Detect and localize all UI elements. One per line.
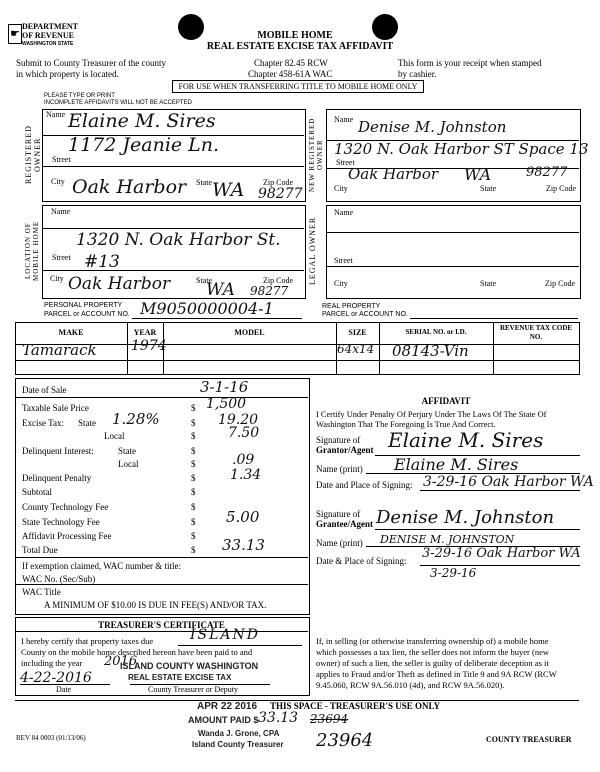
- cashier-name: Wanda J. Grone, CPA: [198, 729, 280, 738]
- loc-state-value: WA: [206, 280, 235, 300]
- lo-street-label: Street: [334, 256, 353, 265]
- lo-city-label: City: [334, 279, 348, 288]
- treasurer-date-label: Date: [56, 685, 72, 694]
- vehicle-serial-value: 08143-Vin: [392, 342, 469, 360]
- ro-zip-value: 98277: [258, 186, 303, 202]
- delinquent-penalty-value: 1.34: [230, 467, 262, 483]
- amount-paid-label: AMOUNT PAID $: [188, 715, 259, 725]
- grantor-date-place-label: Date and Place of Signing:: [316, 480, 413, 490]
- grantor-name-print: Elaine M. Sires: [394, 455, 519, 474]
- grantee-name-print-label: Name (print): [316, 538, 363, 548]
- treasurer-county-value: ISLAND: [190, 627, 261, 643]
- county-fee-dollar: $: [191, 502, 196, 512]
- treasurer-cert-1: I hereby certify that property taxes due: [21, 636, 154, 646]
- loc-line-2: [42, 270, 304, 271]
- logo-line3: WASHINGTON STATE: [22, 41, 74, 47]
- sig-grantor-label-1: Signature of: [316, 435, 361, 445]
- treasurer-year-value: 2016: [104, 654, 138, 669]
- treasurer-county-line: [178, 645, 302, 646]
- ro-street-value: 1172 Jeanie Ln.: [68, 134, 220, 156]
- ro-zip-label: Zip Code: [263, 178, 293, 187]
- receipt-text-2: by cashier.: [398, 69, 437, 79]
- county-tech-fee-label: County Technology Fee: [22, 502, 109, 512]
- nro-city-value: Oak Harbor: [348, 165, 439, 183]
- warning-3: owner) of such a lien, the seller is guilty of deliberate deception as it: [316, 658, 549, 668]
- price-dollar: $: [191, 403, 196, 413]
- date-of-sale-value: 3-1-16: [200, 378, 249, 396]
- print-note: PLEASE TYPE OR PRINT: [44, 93, 115, 99]
- logo-line1: DEPARTMENT: [22, 22, 79, 31]
- lo-line-1: [326, 232, 579, 233]
- affidavit-fee-dollar: $: [191, 531, 196, 541]
- incomplete-note: INCOMPLETE AFFIDAVITS WILL NOT BE ACCEPTED: [44, 100, 192, 106]
- taxable-price-label: Taxable Sale Price: [22, 403, 89, 413]
- nro-zip-value: 98277: [526, 165, 568, 180]
- new-owner-label: NEW REGISTERED OWNER: [308, 117, 324, 193]
- submit-text-1: Submit to County Treasurer of the county: [16, 58, 166, 68]
- total-due-value: 33.13: [222, 536, 265, 554]
- personal-parcel-label-2: PARCEL or ACCOUNT NO.: [44, 311, 130, 318]
- logo-line2: OF REVENUE: [22, 31, 74, 40]
- subtotal-dollar: $: [191, 487, 196, 497]
- excise-local-value: 7.50: [228, 425, 260, 441]
- affidavit-title: AFFIDAVIT: [421, 396, 471, 406]
- punch-hole-left: [178, 14, 204, 40]
- location-label: LOCATION OF MOBILE HOME: [24, 220, 40, 282]
- nro-street-label: Street: [336, 158, 355, 167]
- affidavit-fee-label: Affidavit Processing Fee: [22, 531, 112, 541]
- real-parcel-label-1: REAL PROPERTY: [322, 303, 381, 310]
- excise-state-dollar: $: [191, 418, 196, 428]
- header-model: MODEL: [234, 328, 265, 337]
- header-make: MAKE: [58, 328, 84, 337]
- form-title-2: REAL ESTATE EXCISE TAX AFFIDAVIT: [206, 41, 394, 52]
- vehicle-size-value: 64x14: [337, 342, 375, 356]
- nro-city-label: City: [334, 184, 348, 193]
- state-tech-fee-label: State Technology Fee: [22, 517, 100, 527]
- sig-grantee-label-1: Signature of: [316, 509, 361, 519]
- transfer-banner: [172, 80, 424, 93]
- form-number: REV 84 0003 (01/13/06): [16, 734, 86, 742]
- treasurer-stamp-county: ISLAND COUNTY WASHINGTON: [120, 661, 259, 671]
- loc-line1-value: 1320 N. Oak Harbor St.: [76, 230, 281, 250]
- vehicle-row-line-1: [15, 344, 579, 345]
- warning-1: If, in selling (or otherwise transferring ownership of) a mobile home: [316, 636, 549, 646]
- lo-name-label: Name: [334, 208, 354, 217]
- grantor-name-print-label: Name (print): [316, 464, 363, 474]
- warning-5: 9.45.060, RCW 9A.56.010 (4d), and RCW 9A.56.020).: [316, 680, 505, 690]
- ro-name-value: Elaine M. Sires: [68, 110, 216, 132]
- amount-paid-value: 33.13: [258, 710, 299, 726]
- loc-zip-label: Zip Code: [263, 276, 293, 285]
- grantee-date-place: 3-29-16 Oak Harbor WA: [422, 546, 581, 561]
- header-size: SIZE: [348, 328, 367, 337]
- personal-parcel-value: M9050000004-1: [140, 299, 274, 318]
- real-parcel-label-2: PARCEL or ACCOUNT NO.: [322, 311, 408, 318]
- grantor-date-line: [420, 490, 580, 491]
- receipt-number-struck: 23694: [310, 712, 349, 726]
- loc-zip-value: 98277: [250, 284, 289, 298]
- legal-owner-label: LEGAL OWNER: [308, 216, 317, 286]
- affidavit-certify-1: I Certify Under Penalty Of Perjury Under The Laws Of The State Of: [316, 410, 547, 419]
- treasurer-date-value: 4-22-2016: [20, 670, 92, 686]
- received-date-stamp: APR 22 2016: [197, 701, 258, 712]
- excise-local-label: Local: [104, 431, 125, 441]
- grantee-date-place-label: Date & Place of Signing:: [316, 556, 407, 566]
- loc-city-label: City: [50, 274, 64, 283]
- treasurer-stamp-exempt: REAL ESTATE EXCISE TAX: [128, 673, 232, 682]
- di-local-label: Local: [118, 459, 139, 469]
- chapter-1: Chapter 82.45 RCW: [254, 58, 328, 68]
- total-line: [15, 557, 308, 558]
- total-due-label: Total Due: [22, 545, 58, 555]
- excise-rate-value: 1.28%: [112, 410, 160, 428]
- ro-state-value: WA: [212, 179, 245, 201]
- chapter-2: Chapter 458-61A WAC: [248, 69, 333, 79]
- vehicle-make-value: Tamarack: [22, 341, 97, 359]
- wac-title-label: WAC Title: [22, 587, 61, 597]
- minimum-note: A MINIMUM OF $10.00 IS DUE IN FEE(S) AND/OR TAX.: [44, 600, 267, 610]
- grantee-signature: Denise M. Johnston: [376, 507, 555, 528]
- nro-street-value: 1320 N. Oak Harbor ST Space 13: [334, 140, 589, 158]
- sig-grantee-label-2: Grantee/Agent: [316, 519, 373, 529]
- county-treasurer-label: COUNTY TREASURER: [486, 735, 572, 744]
- delinquent-penalty-label: Delinquent Penalty: [22, 473, 92, 483]
- state-fee-dollar: $: [191, 517, 196, 527]
- ro-name-label: Name: [46, 110, 66, 119]
- affidavit-certify-2: Washington That The Foregoing Is True And Correct.: [316, 420, 496, 429]
- washington-state-icon: ☛: [8, 24, 22, 44]
- ro-city-label: City: [51, 177, 65, 186]
- form-title-1: MOBILE HOME: [257, 30, 333, 41]
- date-of-sale-line: [15, 397, 308, 398]
- dor-logo: [8, 22, 79, 50]
- header-year: YEAR: [133, 328, 157, 337]
- ro-state-label: State: [196, 178, 212, 187]
- header-serial: SERIAL NO. or I.D.: [405, 328, 467, 336]
- loc-name-label: Name: [51, 207, 71, 216]
- lo-zip-label: Zip Code: [545, 279, 575, 288]
- grantor-date-place: 3-29-16 Oak Harbor WA: [423, 474, 594, 490]
- nro-state-label: State: [480, 184, 496, 193]
- real-parcel-line: [410, 318, 578, 319]
- loc-line2-value: #13: [84, 252, 120, 272]
- nro-name-label: Name: [334, 115, 354, 124]
- excise-local-dollar: $: [191, 431, 196, 441]
- treasurer-title-line: [15, 631, 308, 632]
- legal-owner-box: [326, 205, 581, 299]
- subtotal-label: Subtotal: [22, 487, 53, 497]
- nro-state-value: WA: [464, 165, 492, 184]
- receipt-number: 23964: [316, 730, 374, 751]
- delinquent-interest-label: Delinquent Interest:: [22, 446, 94, 456]
- wac-line: [15, 584, 308, 585]
- treasurer-title: TREASURER'S CERTIFICATE: [98, 620, 225, 630]
- exemption-label: If exemption claimed, WAC number & title:: [22, 561, 182, 571]
- ro-city-value: Oak Harbor: [72, 176, 187, 198]
- personal-parcel-line: [132, 318, 302, 319]
- loc-state-label: State: [196, 276, 212, 285]
- di-state-label: State: [118, 446, 136, 456]
- loc-city-value: Oak Harbor: [68, 274, 171, 294]
- warning-2: which possesses a tax lien, the seller does not inform the buyer (new: [316, 647, 549, 657]
- di-local-dollar: $: [191, 459, 196, 469]
- personal-parcel-label-1: PERSONAL PROPERTY: [44, 302, 123, 309]
- date-of-sale-label: Date of Sale: [22, 385, 67, 395]
- wac-no-label: WAC No. (Sec/Sub): [22, 574, 96, 584]
- di-local-value: .09: [232, 452, 255, 468]
- treasurer-cert-3: including the year: [21, 658, 83, 668]
- grantee-sig-line: [375, 529, 580, 530]
- di-state-dollar: $: [191, 446, 196, 456]
- sig-grantor-label-2: Grantor/Agent: [316, 445, 374, 455]
- treasurer-use-label: THIS SPACE - TREASURER'S USE ONLY: [270, 701, 441, 711]
- receipt-text-1: This form is your receipt when stamped: [398, 58, 542, 68]
- nro-zip-label: Zip Code: [546, 184, 576, 193]
- ro-street-label: Street: [52, 155, 71, 164]
- header-revenue-code: REVENUE TAX CODE NO.: [499, 324, 573, 341]
- vehicle-year-value: 1974: [131, 338, 167, 354]
- ro-line-2: [42, 166, 304, 167]
- grantee-date-2: 3-29-16: [430, 566, 477, 580]
- excise-state-value: 19.20: [218, 412, 259, 428]
- treasurer-deputy-label: County Treasurer or Deputy: [148, 685, 238, 694]
- taxable-price-value: 1,500: [206, 396, 247, 412]
- lo-line-2: [326, 266, 579, 267]
- loc-line-1: [42, 228, 304, 229]
- grantor-signature: Elaine M. Sires: [388, 428, 544, 452]
- grantee-name-print: DENISE M. JOHNSTON: [380, 533, 515, 546]
- state-tech-fee-value: 5.00: [226, 508, 260, 526]
- excise-state-label: State: [78, 418, 96, 428]
- registered-owner-label: REGISTERED OWNER: [24, 125, 42, 185]
- banner-text: FOR USE WHEN TRANSFERRING TITLE TO MOBILE HOME ONLY: [178, 82, 418, 91]
- cashier-title: Island County Treasurer: [192, 740, 284, 749]
- penalty-dollar: $: [191, 473, 196, 483]
- total-dollar: $: [191, 545, 196, 555]
- submit-text-2: in which property is located.: [16, 69, 119, 79]
- loc-street-label: Street: [52, 253, 71, 262]
- vehicle-row-line-2: [15, 360, 579, 361]
- nro-name-value: Denise M. Johnston: [358, 118, 507, 136]
- lo-state-label: State: [480, 279, 496, 288]
- excise-tax-label: Excise Tax:: [22, 418, 64, 428]
- vehicle-col-5: [493, 322, 494, 374]
- warning-4: applies to Fraud and/or Theft as defined in Title 9 and 9A RCW (RCW: [316, 669, 557, 679]
- treasurer-cert-2: County on the mobile home described hereon have been paid to and: [21, 647, 253, 657]
